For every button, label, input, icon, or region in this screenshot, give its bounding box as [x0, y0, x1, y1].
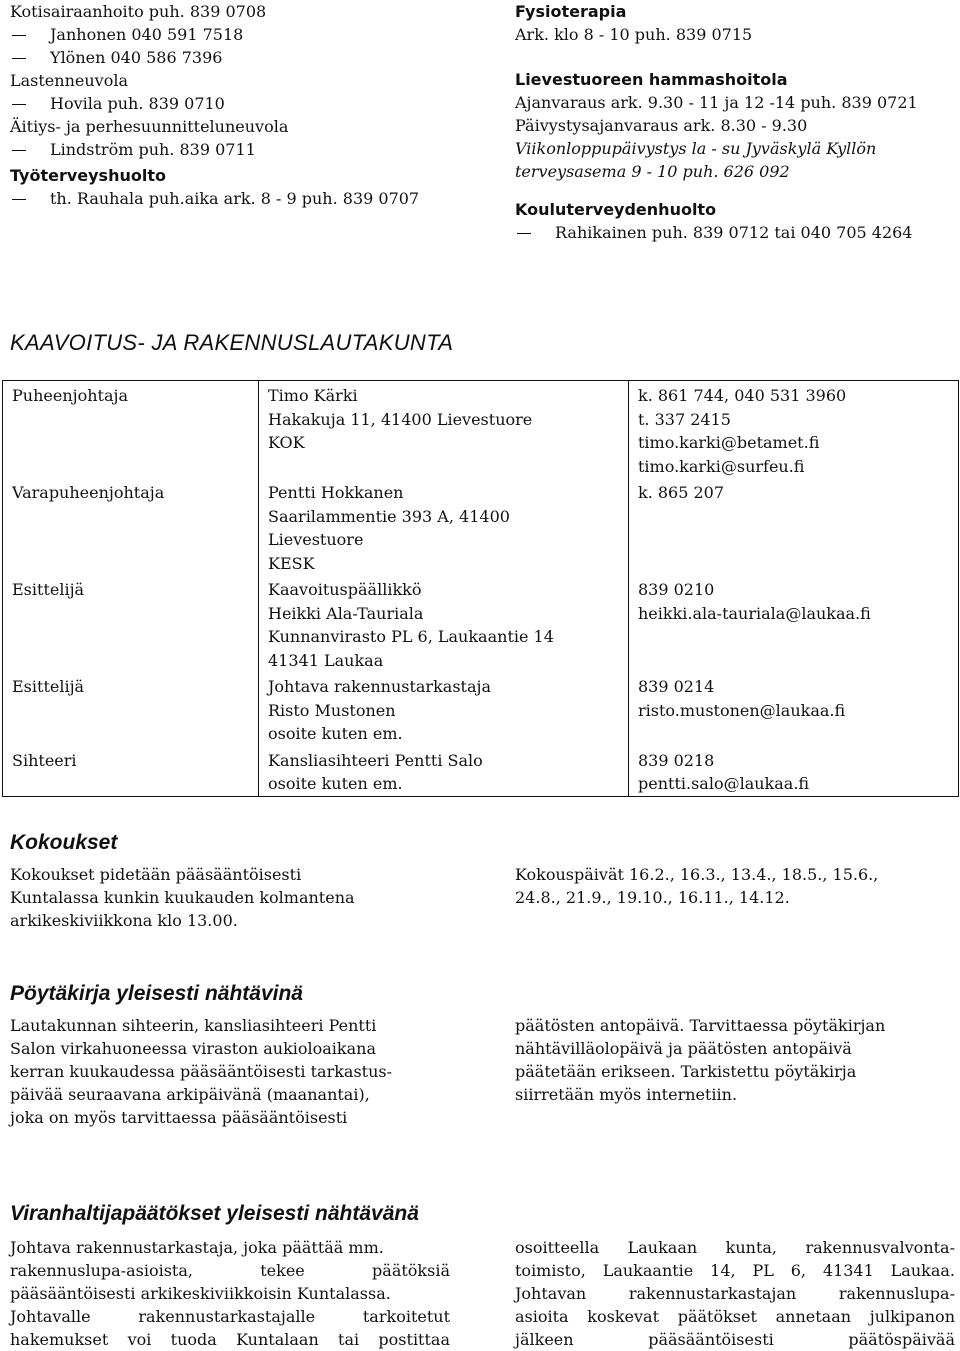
minutes-text-left [10, 1014, 450, 1129]
member-cell [259, 672, 629, 746]
list-item: Rahikainen puh. 839 0712 tai 040 705 4264 [515, 221, 955, 244]
member-line: osoite kuten em. [268, 724, 403, 743]
physiotherapy-hours: Ark. klo 8 - 10 puh. 839 0715 [515, 25, 753, 44]
text-line: toimisto, Laukaantie 14, PL 6, 41341 Laukaa. [515, 1261, 955, 1280]
list-item: Hovila puh. 839 0710 [10, 92, 490, 115]
health-contacts-right [515, 0, 955, 244]
text-line: Johtava rakennustarkastaja, joka päättää mm. [10, 1238, 384, 1257]
role-cell [3, 672, 259, 746]
dash-icon [12, 35, 26, 46]
text-line: Kokoukset pidetään pääsääntöisesti [10, 865, 302, 884]
table-row [3, 478, 959, 575]
text-line: päivää seuraavana arkipäivänä (maanantai), [10, 1085, 370, 1104]
role-label: Sihteeri [12, 750, 77, 770]
role-cell [3, 746, 259, 797]
contact-cell [629, 672, 959, 746]
dash-icon [12, 104, 26, 115]
member-line: Kunnanvirasto PL 6, Laukaantie 14 [268, 627, 554, 646]
official-decisions-text-right [515, 1236, 955, 1351]
text-line: asioita koskevat päätökset annetaan julkipanon [515, 1307, 955, 1326]
text-line: rakennuslupa-asioista, tekee päätöksiä [10, 1261, 450, 1280]
role-label: Esittelijä [12, 677, 85, 696]
board-heading: KAAVOITUS- JA RAKENNUSLAUTAKUNTA [10, 330, 454, 355]
contact-line: heikki.ala-tauriala@laukaa.fi [638, 603, 871, 623]
contact-line: k. 865 207 [638, 483, 725, 502]
table-row [3, 746, 959, 797]
member-line: 41341 Laukaa [268, 650, 384, 670]
member-line: Lievestuore [268, 530, 364, 549]
contact-cell [629, 746, 959, 797]
text-line: arkikeskiviikkona klo 13.00. [10, 911, 238, 930]
home-care-phone: Kotisairaanhoito puh. 839 0708 [10, 2, 267, 21]
text-line: jälkeen pääsääntöisesti päätöspäivää [515, 1330, 955, 1349]
meetings-dates [515, 863, 955, 909]
table-row [3, 672, 959, 746]
child-clinic-heading: Lastenneuvola [10, 71, 128, 90]
member-line: Pentti Hokkanen [268, 483, 404, 502]
text-line: päätetään erikseen. Tarkistettu pöytäkirja [515, 1062, 857, 1081]
member-line: Saarilammentie 393 A, 41400 [268, 506, 510, 526]
member-line: Heikki Ala-Tauriala [268, 603, 424, 623]
text-line: Johtavalle rakennustarkastajalle tarkoitetut [10, 1307, 450, 1326]
contact-line: timo.karki@betamet.fi [638, 433, 820, 452]
weekend-emergency: Viikonloppupäivystys la - su Jyväskylä Kyllön [515, 139, 877, 158]
member-cell [259, 381, 629, 479]
dental-emergency: Päivystysajanvaraus ark. 8.30 - 9.30 [515, 116, 808, 135]
table-row [3, 381, 959, 479]
member-cell [259, 478, 629, 575]
member-line: osoite kuten em. [268, 774, 403, 793]
member-line: KESK [268, 553, 315, 573]
text-line: Johtavan rakennustarkastajan rakennuslupa- [515, 1284, 955, 1303]
contact-line: timo.karki@surfeu.fi [638, 456, 805, 476]
text-line: osoitteella Laukaan kunta, rakennusvalvonta- [515, 1238, 955, 1257]
dental-appointments: Ajanvaraus ark. 9.30 - 11 ja 12 -14 puh. 839 0721 [515, 93, 918, 112]
weekend-emergency-hours: terveysasema 9 - 10 puh. 626 092 [515, 162, 790, 181]
text-line: kerran kuukaudessa pääsääntöisesti tarkastus- [10, 1062, 393, 1081]
dash-icon [517, 233, 531, 244]
contact-cell [629, 478, 959, 575]
contact-line: pentti.salo@laukaa.fi [638, 774, 810, 793]
text-line: siirretään myös internetiin. [515, 1085, 738, 1104]
meetings-heading: Kokoukset [10, 831, 118, 854]
member-cell [259, 746, 629, 797]
member-line: Risto Mustonen [268, 700, 396, 720]
text-line: 24.8., 21.9., 19.10., 16.11., 14.12. [515, 888, 790, 907]
meetings-text-left [10, 863, 450, 932]
list-item: th. Rauhala puh.aika ark. 8 - 9 puh. 839 0707 [10, 187, 490, 210]
contact-cell [629, 575, 959, 672]
role-cell [3, 381, 259, 479]
dash-icon [12, 199, 26, 210]
contact-line: 839 0214 [638, 677, 715, 696]
school-health-heading: Kouluterveydenhuolto [515, 200, 717, 219]
member-line: Kansliasihteeri Pentti Salo [268, 750, 483, 770]
minutes-text-right [515, 1014, 955, 1106]
member-line: KOK [268, 433, 305, 452]
role-label: Esittelijä [12, 580, 85, 599]
contact-line: 839 0218 [638, 750, 715, 770]
dash-icon [12, 58, 26, 69]
text-line: Kokouspäivät 16.2., 16.3., 13.4., 18.5., 15.6., [515, 865, 879, 884]
text-line: hakemukset voi tuoda Kuntalaan tai postittaa [10, 1330, 450, 1349]
text-line: Lautakunnan sihteerin, kansliasihteeri Pentti [10, 1016, 377, 1035]
contact-line: k. 861 744, 040 531 3960 [638, 386, 847, 405]
table-row [3, 575, 959, 672]
dental-clinic-heading: Lievestuoreen hammashoitola [515, 70, 788, 89]
text-line: nähtävilläolopäivä ja päätösten antopäivä [515, 1039, 852, 1058]
role-cell [3, 478, 259, 575]
maternity-clinic-heading: Äitiys- ja perhesuunnitteluneuvola [10, 117, 289, 136]
role-label: Varapuheenjohtaja [12, 483, 165, 502]
member-cell [259, 575, 629, 672]
role-cell [3, 575, 259, 672]
official-decisions-heading: Viranhaltijapäätökset yleisesti nähtävänä [10, 1202, 419, 1225]
text-line: pääsääntöisesti arkikeskiviikkoisin Kuntalassa. [10, 1284, 391, 1303]
physiotherapy-heading: Fysioterapia [515, 2, 627, 21]
member-line: Timo Kärki [268, 386, 358, 405]
health-contacts-left [10, 0, 490, 210]
role-label: Puheenjohtaja [12, 386, 128, 405]
text-line: päätösten antopäivä. Tarvittaessa pöytäkirjan [515, 1016, 886, 1035]
list-item: Ylönen 040 586 7396 [10, 46, 490, 69]
member-line: Johtava rakennustarkastaja [268, 677, 491, 696]
list-item: Lindström puh. 839 0711 [10, 138, 490, 161]
member-line: Kaavoituspäällikkö [268, 580, 422, 599]
list-item: Janhonen 040 591 7518 [10, 23, 490, 46]
occupational-health-heading: Työterveyshuolto [10, 166, 166, 185]
dash-icon [12, 150, 26, 161]
member-line: Hakakuja 11, 41400 Lievestuore [268, 409, 533, 429]
contact-cell [629, 381, 959, 479]
text-line: Salon virkahuoneessa viraston aukioloaikana [10, 1039, 376, 1058]
contact-line: risto.mustonen@laukaa.fi [638, 700, 846, 720]
text-line: Kuntalassa kunkin kuukauden kolmantena [10, 888, 355, 907]
official-decisions-text-left [10, 1236, 450, 1351]
text-line: joka on myös tarvittaessa pääsääntöisesti [10, 1108, 348, 1127]
board-members-table [2, 380, 959, 797]
minutes-heading: Pöytäkirja yleisesti nähtävinä [10, 982, 303, 1005]
contact-line: 839 0210 [638, 580, 715, 599]
contact-line: t. 337 2415 [638, 409, 731, 429]
